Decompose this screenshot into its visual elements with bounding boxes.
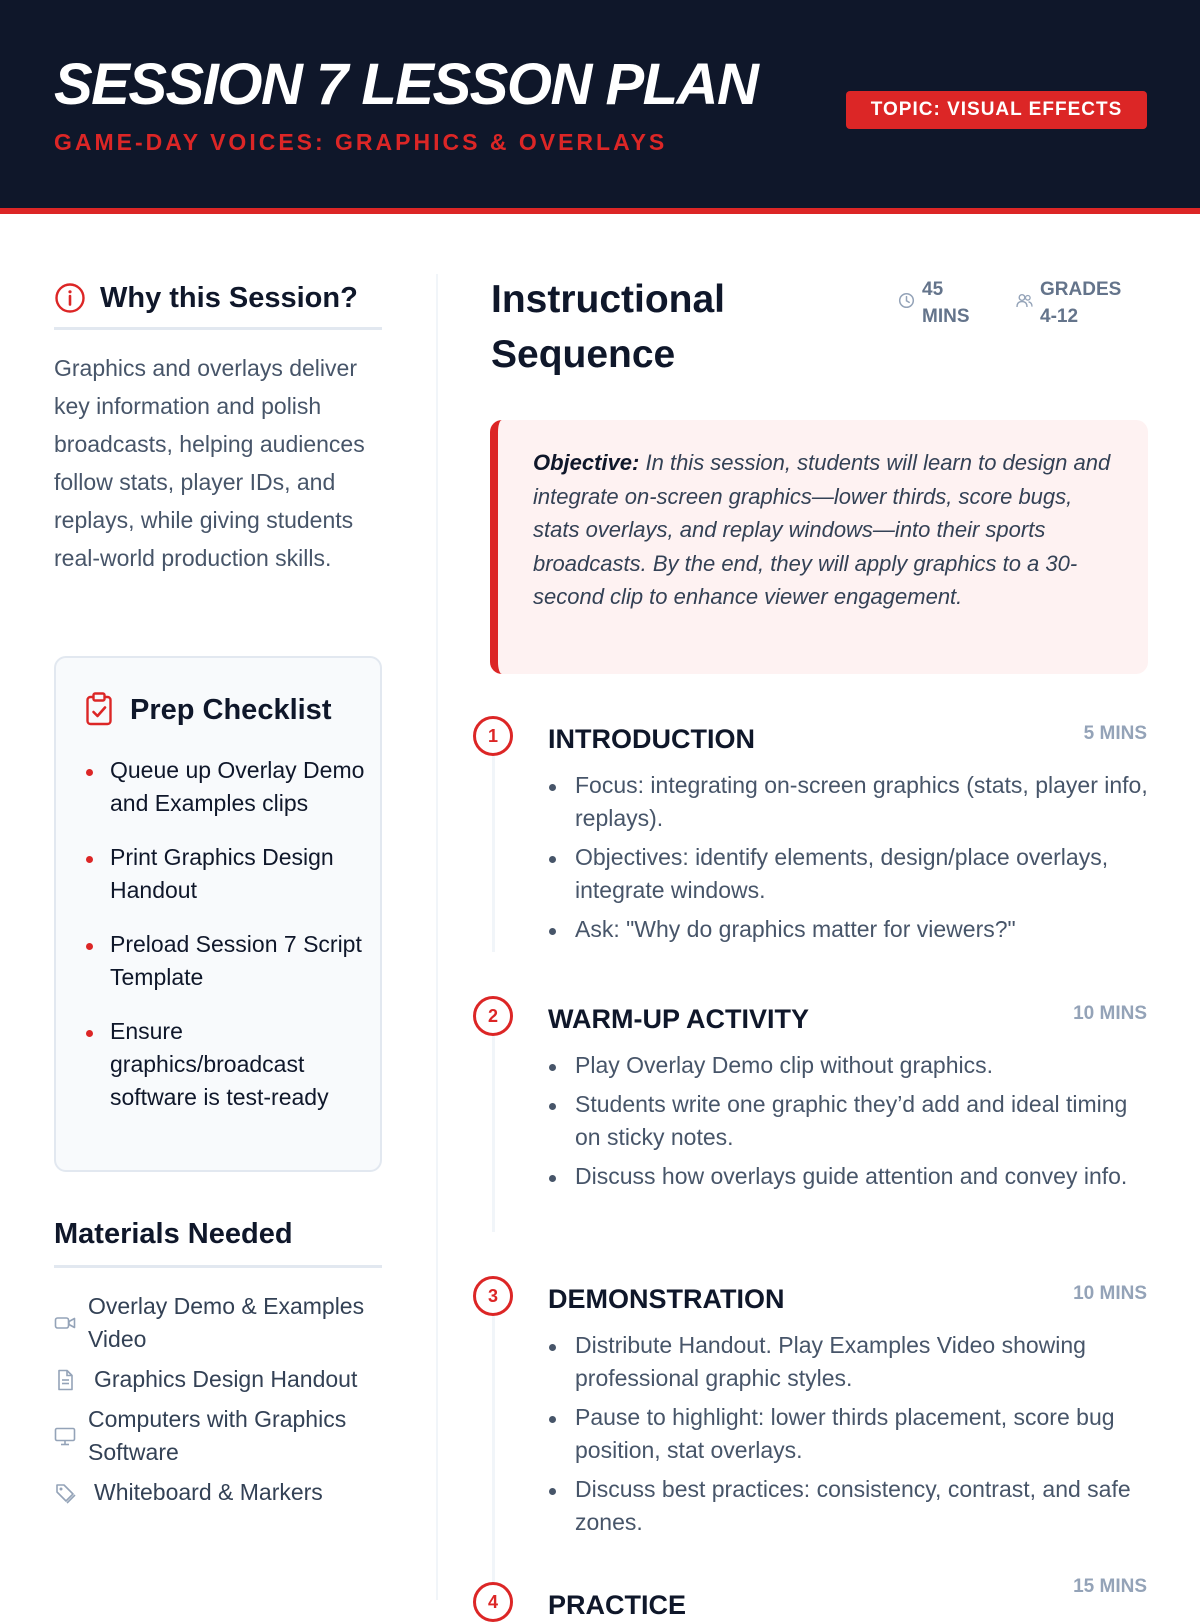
duration-value: 45 xyxy=(922,279,944,300)
clock-icon xyxy=(898,292,915,309)
material-item xyxy=(54,1476,390,1509)
step-title: PRACTICE xyxy=(548,1590,687,1620)
objective-callout xyxy=(490,420,1148,674)
material-item xyxy=(54,1403,390,1469)
step-bullet: Ask: "Why do graphics matter for viewers?" xyxy=(548,913,1158,946)
why-section-header xyxy=(54,278,382,330)
page-title: SESSION 7 LESSON PLAN xyxy=(54,52,758,117)
material-label: Whiteboard & Markers xyxy=(94,1479,323,1505)
duration-meta xyxy=(898,276,988,336)
step-number: 4 xyxy=(473,1582,513,1622)
step-duration: 5 MINS xyxy=(1083,723,1147,744)
material-item xyxy=(54,1363,390,1396)
step-title: INTRODUCTION xyxy=(548,724,755,754)
material-label: Overlay Demo & Examples Video xyxy=(88,1293,365,1352)
video-camera-icon xyxy=(54,1312,76,1334)
prep-checklist xyxy=(84,754,374,1135)
step-bullet: Focus: integrating on-screen graphics (stats, player info, replays). xyxy=(548,769,1158,835)
materials-list xyxy=(54,1290,390,1516)
step-connector xyxy=(492,1316,495,1586)
step-bullet: Discuss best practices: consistency, contrast, and safe zones. xyxy=(548,1473,1158,1539)
step-duration: 10 MINS xyxy=(1073,1003,1147,1024)
step-title: WARM-UP ACTIVITY xyxy=(548,1004,809,1034)
checklist-item: Ensure graphics/broadcast software is test-ready xyxy=(84,1015,374,1114)
step-bullet: Objectives: identify elements, design/place overlays, integrate windows. xyxy=(548,841,1158,907)
page-header xyxy=(0,0,1200,214)
objective-text: In this session, students will learn to design and integrate on-screen graphics—lower thirds, score bugs, stats overlays, and replay windows—into their sports broadcasts. By the end, they will apply graphics to a 30-second clip to enhance viewer engagement. xyxy=(533,450,1111,609)
materials-section-header xyxy=(54,1212,382,1268)
objective-label: Objective: xyxy=(533,450,640,475)
why-heading: Why this Session? xyxy=(100,282,358,314)
column-divider xyxy=(436,274,438,1600)
checklist-item: Queue up Overlay Demo and Examples clips xyxy=(84,754,374,820)
step-number: 2 xyxy=(473,996,513,1036)
step-bullets xyxy=(548,1049,1158,1199)
users-icon xyxy=(1016,292,1033,309)
checklist-item: Preload Session 7 Script Template xyxy=(84,928,374,994)
grades-label: GRADES xyxy=(1040,279,1122,300)
step-bullet: Pause to highlight: lower thirds placement, score bug position, stat overlays. xyxy=(548,1401,1158,1467)
step-bullets xyxy=(548,769,1158,952)
page-subtitle: GAME-DAY VOICES: GRAPHICS & OVERLAYS xyxy=(54,129,668,155)
materials-heading: Materials Needed xyxy=(54,1218,293,1250)
step-title: DEMONSTRATION xyxy=(548,1284,785,1314)
step-bullet: Distribute Handout. Play Examples Video showing professional graphic styles. xyxy=(548,1329,1158,1395)
step-bullet: Discuss how overlays guide attention and convey info. xyxy=(548,1160,1158,1193)
material-label: Computers with Graphics Software xyxy=(88,1406,347,1465)
monitor-icon xyxy=(54,1425,76,1447)
checklist-heading: Prep Checklist xyxy=(130,694,332,726)
document-icon xyxy=(54,1369,76,1391)
step-bullets xyxy=(548,1329,1158,1545)
info-circle-icon xyxy=(54,282,86,314)
clipboard-check-icon xyxy=(84,692,114,726)
step-bullet: Play Overlay Demo clip without graphics. xyxy=(548,1049,1158,1082)
grades-meta xyxy=(1016,276,1146,336)
why-description: Graphics and overlays deliver key information and polish broadcasts, helping audiences follow stats, player IDs, and replays, while giving students real-world production skills. xyxy=(54,355,365,571)
grades-value: 4-12 xyxy=(1040,306,1079,327)
material-label: Graphics Design Handout xyxy=(94,1366,358,1392)
topic-badge: TOPIC: VISUAL EFFECTS xyxy=(846,91,1147,129)
material-item xyxy=(54,1290,390,1356)
step-bullet: Students write one graphic they’d add and ideal timing on sticky notes. xyxy=(548,1088,1158,1154)
step-duration: 15 MINS xyxy=(1073,1576,1147,1597)
step-duration: 10 MINS xyxy=(1073,1283,1147,1304)
step-connector xyxy=(492,756,495,952)
step-number: 3 xyxy=(473,1276,513,1316)
prep-checklist-card xyxy=(54,656,382,1172)
step-connector xyxy=(492,1036,495,1232)
step-number: 1 xyxy=(473,716,513,756)
sequence-title: Instructional Sequence xyxy=(491,278,726,376)
checklist-item: Print Graphics Design Handout xyxy=(84,841,374,907)
marker-icon xyxy=(54,1482,76,1504)
duration-unit: MINS xyxy=(922,306,970,327)
